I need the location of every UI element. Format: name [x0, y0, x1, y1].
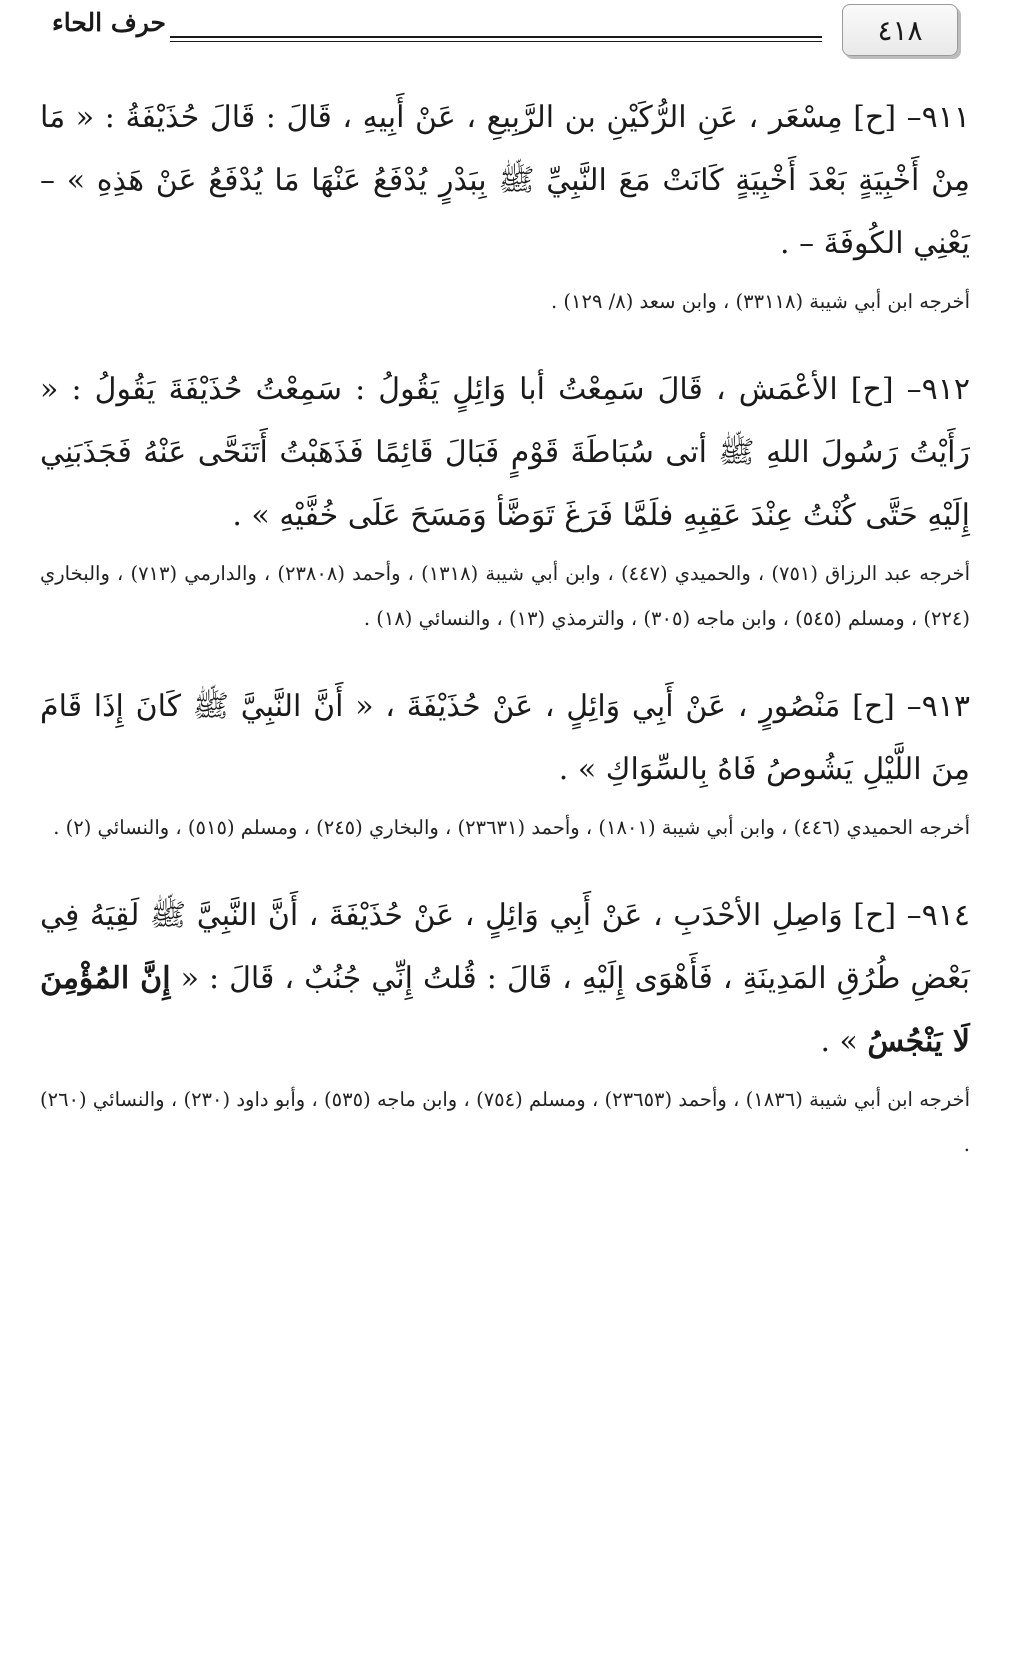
hadith-entry-914 [40, 884, 970, 1167]
hadith-number: ٩١٣– [906, 689, 970, 724]
hadith-body: [ح] وَاصِلِ الأحْدَبِ ، عَنْ أَبِي وَائِلٍ ، عَنْ حُذَيْفَةَ ، أَنَّ النَّبِيَّ ﷺ لَقِيَهُ فِي بَعْضِ طُرُقِ المَدِينَةِ ، فَأَهْوَى إِلَيْهِ ، قَالَ : قُلتُ إِنِّي جُنُبٌ ، قَالَ : « [40, 898, 970, 996]
hadith-entry-913 [40, 675, 970, 850]
hadith-quote-bold: إِنَّ المُؤْمِنَ لَا يَنْجُسُ [40, 961, 970, 1059]
hadith-text [40, 884, 970, 1073]
running-title: حرف الحاء [52, 8, 166, 37]
hadith-body: [ح] مِسْعَر ، عَنِ الرُّكَيْنِ بن الرَّبِيعِ ، عَنْ أَبِيهِ ، قَالَ : قَالَ حُذَيْفَةُ : « مَا مِنْ أَخْبِيَةٍ بَعْدَ أَخْبِيَةٍ كَانَتْ مَعَ النَّبِيِّ ﷺ بِبَدْرٍ يُدْفَعُ عَنْهَا مَا يُدْفَعُ عَنْ هَذِهِ » – يَعْنِي الكُوفَةَ – . [40, 100, 970, 261]
hadith-text [40, 358, 970, 547]
hadith-number: ٩١٢– [906, 372, 970, 407]
hadith-text [40, 86, 970, 275]
hadith-takhrij: أخرجه ابن أبي شيبة (١٨٣٦) ، وأحمد (٢٣٦٥٣) ، ومسلم (٧٥٤) ، وابن ماجه (٥٣٥) ، وأبو داود (٢٣٠) ، والنسائي (٢٦٠) . [40, 1088, 970, 1156]
hadith-takhrij: أخرجه عبد الرزاق (٧٥١) ، والحميدي (٤٤٧) ، وابن أبي شيبة (١٣١٨) ، وأحمد (٢٣٨٠٨) ، والدارمي (٧١٣) ، والبخاري (٢٢٤) ، ومسلم (٥٤٥) ، وابن ماجه (٣٠٥) ، والترمذي (١٣) ، والنسائي (١٨) . [40, 562, 971, 630]
hadith-body: [ح] الأعْمَش ، قَالَ سَمِعْتُ أبا وَائِلٍ يَقُولُ : سَمِعْتُ حُذَيْفَةَ يَقُولُ : « رَأَيْتُ رَسُولَ اللهِ ﷺ أتى سُبَاطَةَ قَوْمٍ فَبَالَ قَائِمًا فَذَهَبْتُ أَتَنَحَّى عَنْهُ فَجَذَبَنِي إِلَيْهِ حَتَّى كُنْتُ عِنْدَ عَقِبِهِ فلَمَّا فَرَغَ تَوَضَّأ وَمَسَحَ عَلَى خُفَّيْهِ » . [40, 372, 970, 533]
page-number-box [842, 4, 958, 56]
header-rule [170, 36, 822, 38]
hadith-body-end: » . [820, 1024, 868, 1059]
page-number: ٤١٨ [877, 13, 923, 47]
hadith-entry-911 [40, 86, 970, 324]
hadith-body: [ح] مَنْصُورٍ ، عَنْ أَبِي وَائِلٍ ، عَنْ حُذَيْفَةَ ، « أَنَّ النَّبِيَّ ﷺ كَانَ إِذَا قَامَ مِنَ اللَّيْلِ يَشُوصُ فَاهُ بِالسِّوَاكِ » . [40, 689, 970, 787]
hadith-number: ٩١١– [906, 100, 970, 135]
hadith-takhrij: أخرجه الحميدي (٤٤٦) ، وابن أبي شيبة (١٨٠١) ، وأحمد (٢٣٦٣١) ، والبخاري (٢٤٥) ، ومسلم (٥١٥) ، والنسائي (٢) . [53, 816, 970, 839]
hadith-takhrij: أخرجه ابن أبي شيبة (٣٣١١٨) ، وابن سعد (٨/ ١٢٩) . [551, 290, 970, 313]
hadith-text [40, 675, 970, 801]
page-header [0, 0, 1010, 62]
page-content [40, 86, 970, 1201]
hadith-number: ٩١٤– [906, 898, 970, 933]
hadith-entry-912 [40, 358, 970, 641]
